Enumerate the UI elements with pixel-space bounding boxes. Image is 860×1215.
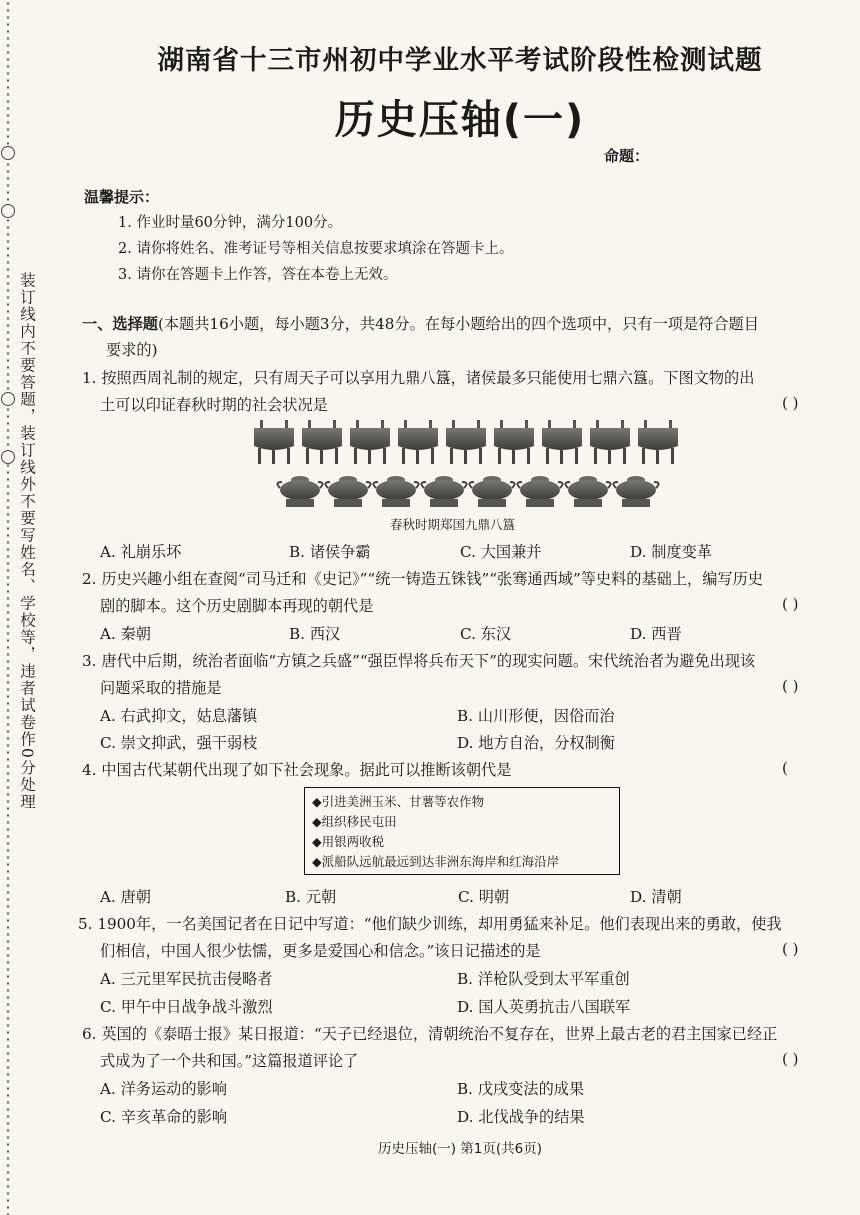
- option-d: D. 地方自治，分权制衡: [457, 734, 615, 752]
- option-a: A. 右武抑文，姑息藩镇: [100, 707, 258, 725]
- option-a: A. 秦朝: [100, 625, 151, 643]
- question-3-stem: 3. 唐代中后期，统治者面临“方镇之兵盛”“强臣悍将兵布天下”的现实问题。宋代统治者为避免出现该: [82, 652, 756, 670]
- social-phenomena-box: [304, 787, 620, 875]
- tip-item: 3. 请你在答题卡上作答，答在本卷上无效。: [118, 267, 398, 283]
- binding-warning: 装订线内不要答题，装订线外不要写姓名、学校等，违者试卷作0分处理: [18, 272, 36, 811]
- box-item: ◆派船队远航最远到达非洲东海岸和红海沿岸: [312, 854, 560, 869]
- option-a: A. 洋务运动的影响: [100, 1080, 227, 1098]
- author-label: 命题：: [604, 147, 650, 165]
- paper-title: 历史压轴(一): [334, 97, 586, 143]
- question-6-stem-cont: 式成为了一个共和国。”这篇报道评论了: [100, 1052, 359, 1070]
- box-item: ◆用银两收税: [312, 834, 385, 849]
- question-1-stem-cont: 土可以印证春秋时期的社会状况是: [100, 396, 328, 414]
- tips-heading: 温馨提示：: [84, 188, 160, 206]
- binding-hole-mark: [1, 392, 15, 406]
- answer-paren: ( ): [782, 394, 799, 412]
- option-b: B. 元朝: [285, 888, 337, 906]
- option-b: B. 西汉: [289, 625, 341, 643]
- box-item: ◆组织移民屯田: [312, 814, 397, 829]
- option-a: A. 三元里军民抗击侵略者: [100, 970, 273, 988]
- option-c: C. 大国兼并: [460, 543, 542, 561]
- option-b: B. 洋枪队受到太平军重创: [457, 970, 630, 988]
- bronze-ding-gui-photo: [250, 418, 682, 514]
- section-description: (本题共16小题，每小题3分，共48分。在每小题给出的四个选项中，只有一项是符合题目: [157, 315, 759, 333]
- section-heading: [82, 313, 759, 334]
- option-c: C. 明朝: [458, 888, 510, 906]
- option-d: D. 制度变革: [630, 543, 713, 561]
- section-description-cont: 要求的): [106, 341, 158, 359]
- binding-dotted-line: [6, 0, 10, 1215]
- page-footer: 历史压轴(一) 第1页(共6页): [377, 1141, 543, 1157]
- binding-hole-mark: [1, 204, 15, 218]
- option-a: A. 礼崩乐坏: [100, 543, 182, 561]
- option-d: D. 西晋: [630, 625, 682, 643]
- option-c: C. 崇文抑武，强干弱枝: [100, 734, 258, 752]
- question-4-stem: 4. 中国古代某朝代出现了如下社会现象。据此可以推断该朝代是: [82, 761, 512, 779]
- option-b: B. 戊戌变法的成果: [457, 1080, 585, 1098]
- answer-paren: (: [782, 759, 788, 777]
- answer-paren: ( ): [782, 595, 799, 613]
- exam-series-title: 湖南省十三市州初中学业水平考试阶段性检测试题: [157, 45, 763, 76]
- option-c: C. 东汉: [460, 625, 512, 643]
- option-d: D. 北伐战争的结果: [457, 1108, 585, 1126]
- option-a: A. 唐朝: [100, 888, 151, 906]
- option-c: C. 甲午中日战争战斗激烈: [100, 998, 273, 1016]
- answer-paren: ( ): [782, 677, 799, 695]
- answer-paren: ( ): [782, 940, 799, 958]
- option-d: D. 国人英勇抗击八国联军: [457, 998, 631, 1016]
- figure-caption: 春秋时期郑国九鼎八簋: [390, 517, 516, 532]
- question-2-stem: 2. 历史兴趣小组在查阅“司马迁和《史记》”“统一铸造五铢钱”“张骞通西域”等史料的基础上，编写历史: [82, 570, 763, 588]
- question-6-stem: 6. 英国的《泰晤士报》某日报道：“天子已经退位，清朝统治不复存在，世界上最古老的君主国家已经正: [82, 1025, 778, 1043]
- binding-hole-mark: [1, 450, 15, 464]
- answer-paren: ( ): [782, 1050, 799, 1068]
- binding-hole-mark: [1, 146, 15, 160]
- option-b: B. 诸侯争霸: [289, 543, 371, 561]
- tip-item: 2. 请你将姓名、准考证号等相关信息按要求填涂在答题卡上。: [118, 241, 514, 257]
- tip-item: 1. 作业时量60分钟，满分100分。: [118, 215, 343, 231]
- option-b: B. 山川形便，因俗而治: [457, 707, 615, 725]
- question-2-stem-cont: 剧的脚本。这个历史剧脚本再现的朝代是: [100, 597, 374, 615]
- option-d: D. 清朝: [630, 888, 682, 906]
- question-5-stem: 5. 1900年，一名美国记者在日记中写道：“他们缺少训练，却用勇猛来补足。他们表现出来的勇敢，使我: [78, 915, 782, 933]
- question-1-stem: 1. 按照西周礼制的规定，只有周天子可以享用九鼎八簋，诸侯最多只能使用七鼎六簋。下图文物的出: [82, 369, 755, 387]
- option-c: C. 辛亥革命的影响: [100, 1108, 228, 1126]
- question-5-stem-cont: 们相信，中国人很少怯懦，更多是爱国心和信念。”该日记描述的是: [100, 942, 541, 960]
- section-label: 一、选择题: [82, 315, 158, 333]
- box-item: ◆引进美洲玉米、甘薯等农作物: [312, 794, 485, 809]
- question-3-stem-cont: 问题采取的措施是: [100, 679, 222, 697]
